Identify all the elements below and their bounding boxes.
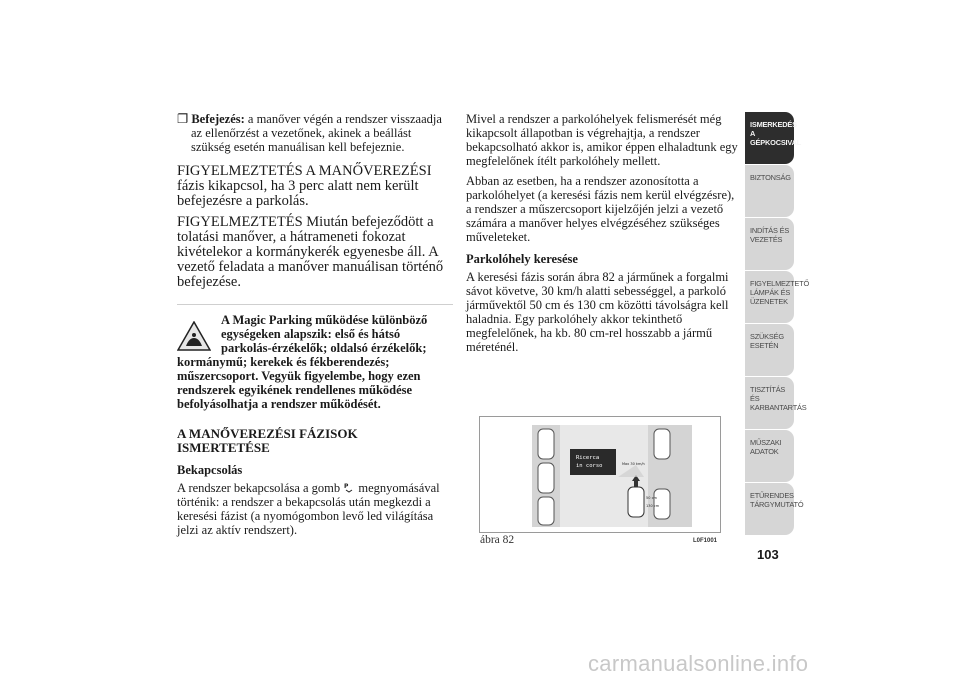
warning-triangle-icon (177, 321, 211, 351)
warning-text-1: FIGYELMEZTETÉS A MANŐVEREZÉSI fázis kikapcsol, ha 3 perc alatt nem került befejezésre a parkolás. (177, 163, 432, 209)
figure-82 (479, 416, 721, 533)
parking-button-icon (344, 482, 354, 493)
bullet-text: a manőver végén a rendszer visszaadja az ellenőrzést a vezetőnek, akinek a beállást szükség esetén manuálisan kell befejeznie. (191, 112, 442, 154)
paragraph-3: A keresési fázis során ábra 82 a járműnek a forgalmi sávot követve, 30 km/h alatti sebességgel, a parkoló járművektől 50 cm és 130 cm közötti távolságra kell haladnia. Egy parkolóhely akkor tekinthető megfelelőnek, ha kb. 80 cm-rel hosszabb a jármű méreténél. (466, 270, 729, 354)
right-column (466, 112, 740, 360)
paragraph-2: Abban az esetben, ha a rendszer azonosította a parkolóhelyet (a keresési fázis nem kerül elvégzésre), a rendszer a műszercsoport kijelzőjén jelzi a vezető számára a manőver helyes elvégzéséhez szükséges műveleteket. (466, 174, 735, 244)
caution-text-rest: kormánymű; kerekek és fékberendezés; műszercsoport. Vegyük figyelembe, hogy ezen rendszerek egyikének rendellenes működése befolyásolhatja a rendszer működését. (177, 355, 421, 411)
speed-label: Max 30 km/h (622, 462, 645, 466)
bullet-label: Befejezés: (191, 112, 245, 126)
display-line-1: Ricerca (576, 455, 600, 461)
tab-muszaki[interactable]: MŰSZAKI ADATOK (745, 430, 794, 482)
paragraph-1: Mivel a rendszer a parkolóhelyek felismerését még kikapcsolt állapotban is végrehajtja, a rendszer bekapcsolható akkor is, amikor éppen elhaladtunk egy megfelelőnek ítélt parkolóhely mellett. (466, 112, 738, 168)
tab-tisztitas[interactable]: TISZTÍTÁS ÉS KARBANTARTÁS (745, 377, 794, 429)
display-line-2: in corso (576, 463, 603, 469)
checkbox-bullet-icon: ❐ (177, 112, 192, 126)
tab-biztonsag[interactable]: BIZTONSÁG (745, 165, 794, 217)
bullet-befejezes (177, 112, 453, 154)
tab-tárgymutato[interactable]: ETŰRENDES TÁRGYMUTATÓ (745, 483, 794, 535)
tab-figyelmezteto[interactable]: FIGYELMEZTETŐ LÁMPÁK ÉS ÜZENETEK (745, 271, 794, 323)
tab-inditas[interactable]: INDÍTÁS ÉS VEZETÉS (745, 218, 794, 270)
chapter-tabs (745, 112, 809, 536)
figure-caption: ábra 82 (480, 534, 515, 546)
svg-text:P: P (344, 483, 349, 490)
tab-szukseg[interactable]: SZÜKSÉG ESETÉN (745, 324, 794, 376)
sub-heading-bekapcsolas: Bekapcsolás (177, 463, 243, 477)
divider (177, 304, 453, 305)
caution-text-start: A Magic Parking működése különböző egységeken alapszik: első és hátsó parkolás-érzékelők; oldalsó érzékelők; (221, 313, 428, 355)
figure-code: L0F1001 (693, 538, 718, 544)
warning-text-2: FIGYELMEZTETÉS Miután befejeződött a tolatási manőver, a hátrameneti fokozat kivételekor a kormánykerék egyenesbe áll. A vezető feladata a manőver manuálisan történő befejezése. (177, 214, 444, 290)
left-column (177, 112, 453, 543)
caution-box (177, 313, 453, 411)
sub-heading-parkolohely: Parkolóhely keresése (466, 252, 578, 266)
section-title: A MANŐVEREZÉSI FÁZISOK ISMERTETÉSE (177, 426, 358, 455)
distance-label-2: 130 cm (646, 504, 660, 508)
activation-paragraph: A rendszer bekapcsolása a gomb P megnyomásával történik: a rendszer a bekapcsolás után megkezdi a keresési fázist (a nyomógombon levő led világítása jelzi az aktív rendszert). (177, 481, 440, 537)
watermark: carmanualsonline.info (588, 651, 809, 676)
parking-diagram (480, 417, 720, 532)
tab-ismerkedes[interactable]: ISMERKEDÉS A GÉPKOCSIVAL (745, 112, 794, 164)
display-screen (570, 449, 616, 475)
distance-label-1: 50 cm (646, 496, 657, 500)
page-number: 103 (757, 547, 779, 562)
